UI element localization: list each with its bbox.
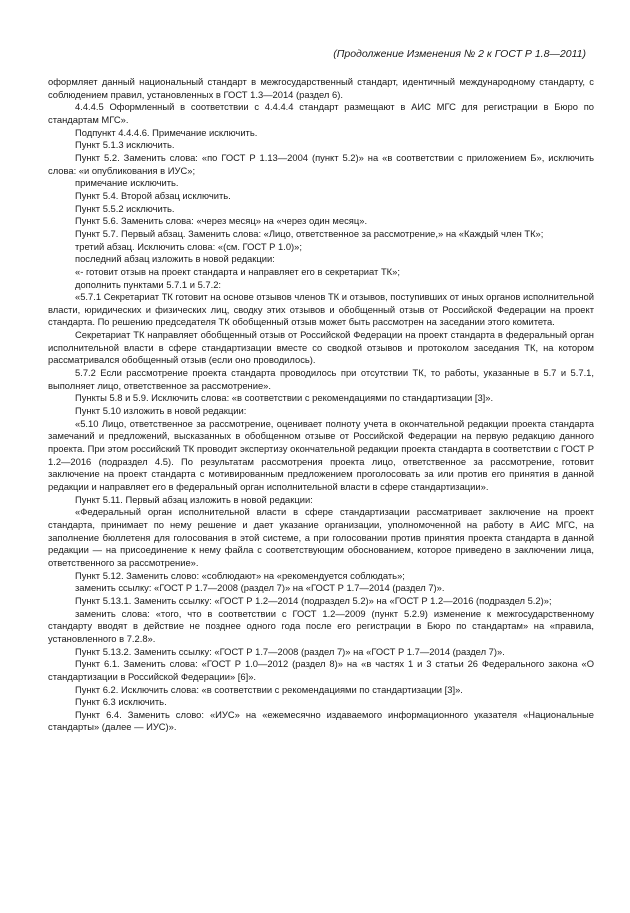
paragraph: заменить ссылку: «ГОСТ Р 1.7—2008 (раздел 7)» на «ГОСТ Р 1.7—2014 (раздел 7)». <box>75 582 445 594</box>
paragraph: «5.10 Лицо, ответственное за рассмотрение, оценивает полноту учета в окончательной редакции проекта стандарта замечаний и предложений, высказанных в обобщенном отзыве от Российской Федерации на первую редакцию данного проекта. При этом российский ТК проводит экспертизу окончательной редакции проекта стандарта в соответствии с ГОСТ Р 1.2—2016 (подраздел 4.5). По результатам рассмотрения проекта лицо, ответственное за рассмотрение, готовит заключение на проект стандарта с мотивированным предложением проголосовать за или против его принятия в данной редакции и направляет его в федеральный орган исполнительной власти в сфере стандартизации». <box>48 417 594 492</box>
paragraph: Пункт 6.1. Заменить слова: «ГОСТ Р 1.0—2012 (раздел 8)» на «в частях 1 и 3 статьи 26 Федерального закона «О стандартизации в Российской Федерации» [6]». <box>48 658 594 682</box>
paragraph: заменить слова: «того, что в соответствии с ГОСТ 1.2—2009 (пункт 5.2.9) изменение к межгосударственному стандарту вводят в действие не позднее одного года после его регистрации в Бюро по стандартам» на «правила, установленного в 7.2.8». <box>48 607 594 644</box>
paragraph: «Федеральный орган исполнительной власти в сфере стандартизации рассматривает заключение на проект стандарта, принимает по нему решение и дает указание организации, уполномоченной на работу в АИС МГС, на заполнение бюллетеня для голосования в этой системе, а при голосовании против принятия проекта стандарта в данной редакции — на присоединение к нему файла с соответствующим обоснованием, которое приведено в заключении лица, ответственного за рассмотрение». <box>48 506 594 568</box>
paragraph: Подпункт 4.4.4.6. Примечание исключить. <box>75 126 258 138</box>
paragraph: Пункт 5.10 изложить в новой редакции: <box>75 405 247 417</box>
paragraph: Пункт 6.2. Исключить слова: «в соответствии с рекомендациями по стандартизации [3]». <box>75 683 463 695</box>
paragraph: Пункт 5.6. Заменить слова: «через месяц» на «через один месяц». <box>75 215 368 227</box>
paragraph: 4.4.4.5 Оформленный в соответствии с 4.4.4.4 стандарт размещают в АИС МГС для регистрации в Бюро по стандартам МГС». <box>48 101 594 125</box>
paragraph: 5.7.2 Если рассмотрение проекта стандарта проводилось при отсутствии ТК, то работы, указанные в 5.7 и 5.7.1, выполняет лицо, ответственное за рассмотрение». <box>48 367 594 391</box>
paragraph: Пункт 5.13.2. Заменить ссылку: «ГОСТ Р 1.7—2008 (раздел 7)» на «ГОСТ Р 1.7—2014 (раздел 7)». <box>75 645 505 657</box>
paragraph: Пункт 5.13.1. Заменить ссылку: «ГОСТ Р 1.2—2014 (подраздел 5.2)» на «ГОСТ Р 1.2—2016 (подраздел 5.2)»; <box>75 594 552 606</box>
paragraph: третий абзац. Исключить слова: «(см. ГОСТ Р 1.0)»; <box>75 240 302 252</box>
paragraph: Секретариат ТК направляет обобщенный отзыв от Российской Федерации на проект стандарта в федеральный орган исполнительной власти в сфере стандартизации вместе со сводкой отзывов и протоколом заседания ТК, на котором рассматривался обобщенный отзыв (если оно проводилось). <box>48 329 594 366</box>
paragraph: Пункт 5.1.3 исключить. <box>75 139 175 151</box>
page-header: (Продолжение Изменения № 2 к ГОСТ Р 1.8—2011) <box>333 48 586 60</box>
document-page <box>48 44 594 734</box>
paragraph: «- готовит отзыв на проект стандарта и направляет его в секретариат ТК»; <box>75 265 400 277</box>
paragraph: Пункт 5.5.2 исключить. <box>75 202 175 214</box>
paragraph: последний абзац изложить в новой редакции: <box>75 253 275 265</box>
paragraph: Пункт 5.4. Второй абзац исключить. <box>75 189 231 201</box>
document-body <box>48 76 594 734</box>
paragraph: примечание исключить. <box>75 177 179 189</box>
paragraph: Пункт 5.7. Первый абзац. Заменить слова: «Лицо, ответственное за рассмотрение,» на «Каждый член ТК»; <box>75 227 544 239</box>
paragraph: «5.7.1 Секретариат ТК готовит на основе отзывов членов ТК и отзывов, поступивших от иных органов исполнительной власти, юридических и физических лиц, сводку этих отзывов и обобщенный отзыв от Российской Федерации на проект стандарта. По решению председателя ТК обобщенный отзыв может быть рассмотрен на заседании этого комитета. <box>48 291 594 328</box>
paragraph: Пункты 5.8 и 5.9. Исключить слова: «в соответствии с рекомендациями по стандартизации [3]». <box>75 392 494 404</box>
paragraph: дополнить пунктами 5.7.1 и 5.7.2: <box>75 278 222 290</box>
paragraph: Пункт 5.2. Заменить слова: «по ГОСТ Р 1.13—2004 (пункт 5.2)» на «в соответствии с приложением Б», исключить слова: «и опубликования в ИУС»; <box>48 151 594 176</box>
paragraph: Пункт 5.11. Первый абзац изложить в новой редакции: <box>75 493 313 505</box>
paragraph: Пункт 6.4. Заменить слово: «ИУС» на «ежемесячно издаваемого информационного указателя «Национальные стандарты» (далее — ИУС)». <box>48 708 594 733</box>
paragraph: Пункт 6.3 исключить. <box>75 696 167 708</box>
paragraph: оформляет данный национальный стандарт в межгосударственный стандарт, идентичный международному стандарту, с соблюдением правил, установленных в ГОСТ 1.3—2014 (раздел 6). <box>48 76 594 100</box>
paragraph: Пункт 5.12. Заменить слово: «соблюдают» на «рекомендуется соблюдать»; <box>75 569 405 581</box>
